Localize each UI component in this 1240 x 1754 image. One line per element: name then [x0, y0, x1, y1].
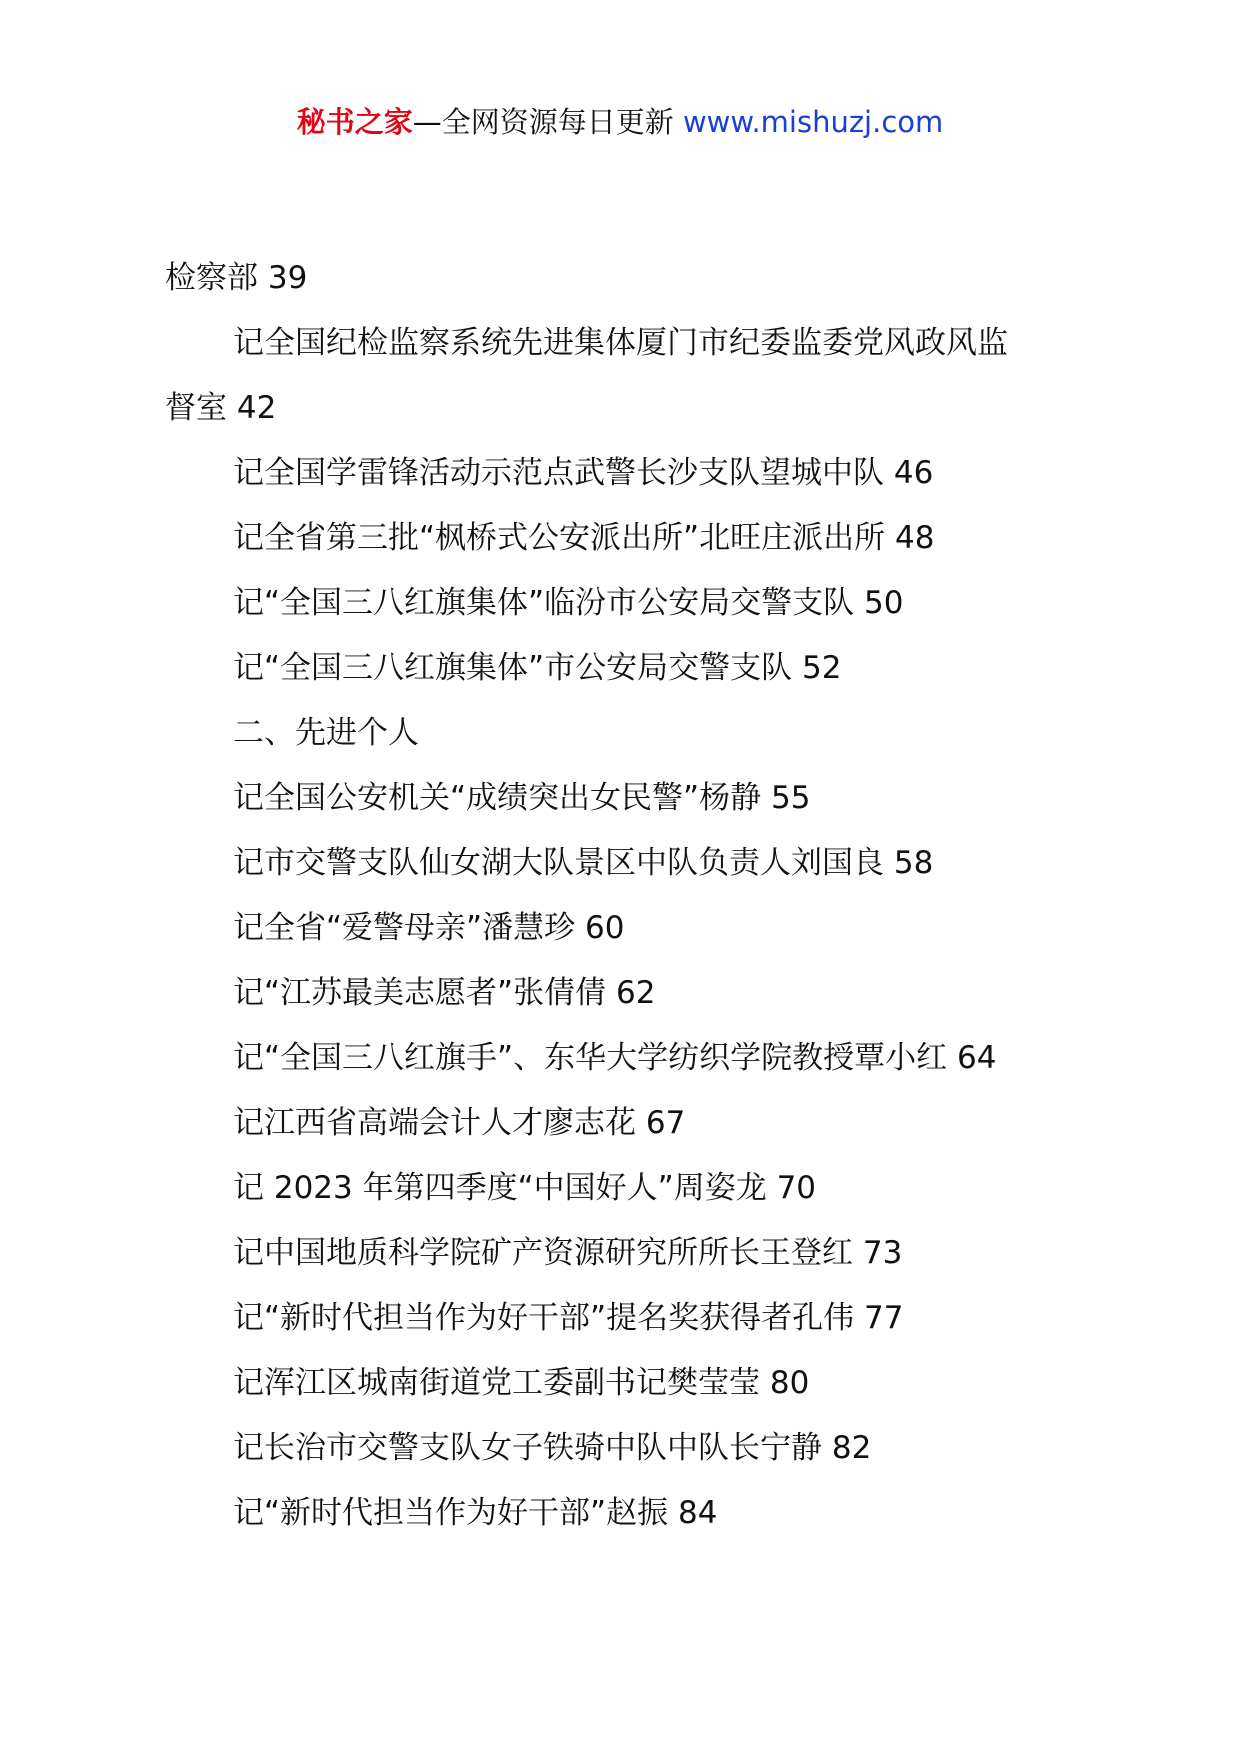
toc-section-heading: 二、先进个人 — [233, 715, 419, 751]
toc-entry: 记中国地质科学院矿产资源研究所所长王登红 73 — [233, 1235, 903, 1271]
toc-entry: 记长治市交警支队女子铁骑中队中队长宁静 82 — [233, 1430, 872, 1466]
toc-entry: 记“全国三八红旗集体”临汾市公安局交警支队 50 — [233, 585, 904, 621]
toc-entry: 记全国公安机关“成绩突出女民警”杨静 55 — [233, 780, 811, 816]
toc-entry: 记“新时代担当作为好干部”赵振 84 — [233, 1495, 718, 1531]
toc-entry: 记 2023 年第四季度“中国好人”周姿龙 70 — [233, 1170, 817, 1206]
toc-entry: 记市交警支队仙女湖大队景区中队负责人刘国良 58 — [233, 845, 934, 881]
toc-entry-continuation: 督室 42 — [165, 390, 277, 426]
toc-entry: 记“新时代担当作为好干部”提名奖获得者孔伟 77 — [233, 1300, 904, 1336]
header-tagline: —全网资源每日更新 — [412, 105, 683, 139]
toc-entry: 记浑江区城南街道党工委副书记樊莹莹 80 — [233, 1365, 810, 1401]
toc-entry: 记全省第三批“枫桥式公安派出所”北旺庄派出所 48 — [233, 520, 935, 556]
toc-entry: 记全国学雷锋活动示范点武警长沙支队望城中队 46 — [233, 455, 934, 491]
toc-entry: 记全国纪检监察系统先进集体厦门市纪委监委党风政风监 — [233, 325, 1008, 361]
toc-entry: 记江西省高端会计人才廖志花 67 — [233, 1105, 686, 1141]
website-link[interactable]: www.mishuzj.com — [682, 105, 944, 139]
table-of-contents — [165, 246, 1095, 1546]
toc-entry-continuation: 检察部 39 — [165, 260, 308, 296]
toc-entry: 记“全国三八红旗手”、东华大学纺织学院教授覃小红 64 — [233, 1040, 997, 1076]
toc-entry: 记“全国三八红旗集体”市公安局交警支队 52 — [233, 650, 842, 686]
page-header — [0, 102, 1240, 142]
brand-name: 秘书之家 — [296, 105, 413, 139]
toc-entry: 记全省“爱警母亲”潘慧珍 60 — [233, 910, 625, 946]
toc-entry: 记“江苏最美志愿者”张倩倩 62 — [233, 975, 656, 1011]
